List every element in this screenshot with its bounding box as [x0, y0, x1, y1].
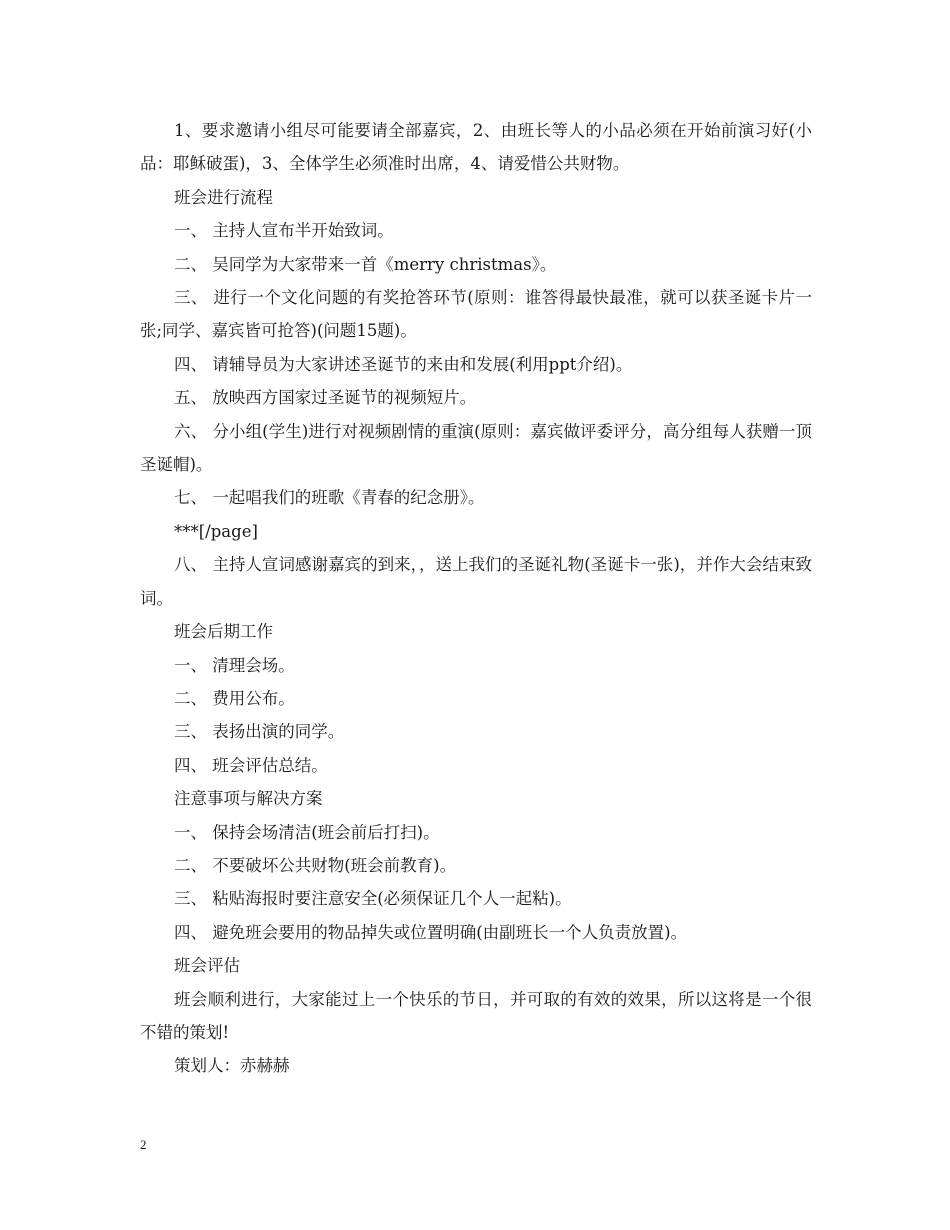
heading-precautions: 注意事项与解决方案 [174, 789, 323, 809]
flow-item-8: 八、 主持人宣词感谢嘉宾的到来，，送上我们的圣诞礼物(圣诞卡一张)，并作大会结束致词。 [140, 555, 812, 608]
precaution-item-1: 一、 保持会场清洁(班会前后打扫)。 [174, 822, 440, 842]
planner-signature: 策划人：赤赫赫 [174, 1056, 290, 1076]
post-work-item-4: 四、 班会评估总结。 [174, 755, 328, 775]
document-body [140, 114, 812, 1083]
post-work-item-2: 二、 费用公布。 [174, 688, 295, 708]
evaluation-paragraph: 班会顺利进行，大家能过上一个快乐的节日，并可取的有效的效果，所以这将是一个很不错的策划! [140, 989, 812, 1042]
heading-meeting-evaluation: 班会评估 [174, 956, 240, 976]
precaution-item-3: 三、 粘贴海报时要注意安全(必须保证几个人一起粘)。 [174, 889, 572, 909]
precaution-item-4: 四、 避免班会要用的物品掉失或位置明确(由副班长一个人负责放置)。 [174, 922, 688, 942]
paragraph-requirements: 1、要求邀请小组尽可能要请全部嘉宾，2、由班长等人的小品必须在开始前演习好(小品：耶稣破蛋)，3、全体学生必须准时出席，4、请爱惜公共财物。 [140, 121, 812, 174]
flow-item-4: 四、 请辅导员为大家讲述圣诞节的来由和发展(利用ppt介绍)。 [174, 354, 633, 374]
page-break-marker: ***[/page] [174, 521, 258, 541]
flow-item-2: 二、 吴同学为大家带来一首《merry christmas》。 [174, 254, 557, 274]
flow-item-6: 六、 分小组(学生)进行对视频剧情的重演(原则：嘉宾做评委评分，高分组每人获赠一顶圣诞帽)。 [140, 421, 812, 475]
post-work-item-1: 一、 清理会场。 [174, 655, 295, 675]
flow-item-3: 三、 进行一个文化问题的有奖抢答环节(原则：谁答得最快最准，就可以获圣诞卡片一张;同学、嘉宾皆可抢答)(问题15题)。 [140, 288, 812, 341]
post-work-item-3: 三、 表扬出演的同学。 [174, 722, 345, 742]
precaution-item-2: 二、 不要破坏公共财物(班会前教育)。 [174, 855, 457, 875]
page-number: 2 [140, 1137, 147, 1152]
flow-item-1: 一、 主持人宣布半开始致词。 [174, 221, 394, 241]
flow-item-7: 七、 一起唱我们的班歌《青春的纪念册》。 [174, 488, 485, 508]
heading-post-meeting-work: 班会后期工作 [174, 622, 273, 642]
heading-meeting-flow: 班会进行流程 [174, 187, 273, 207]
flow-item-5: 五、 放映西方国家过圣诞节的视频短片。 [174, 388, 477, 408]
